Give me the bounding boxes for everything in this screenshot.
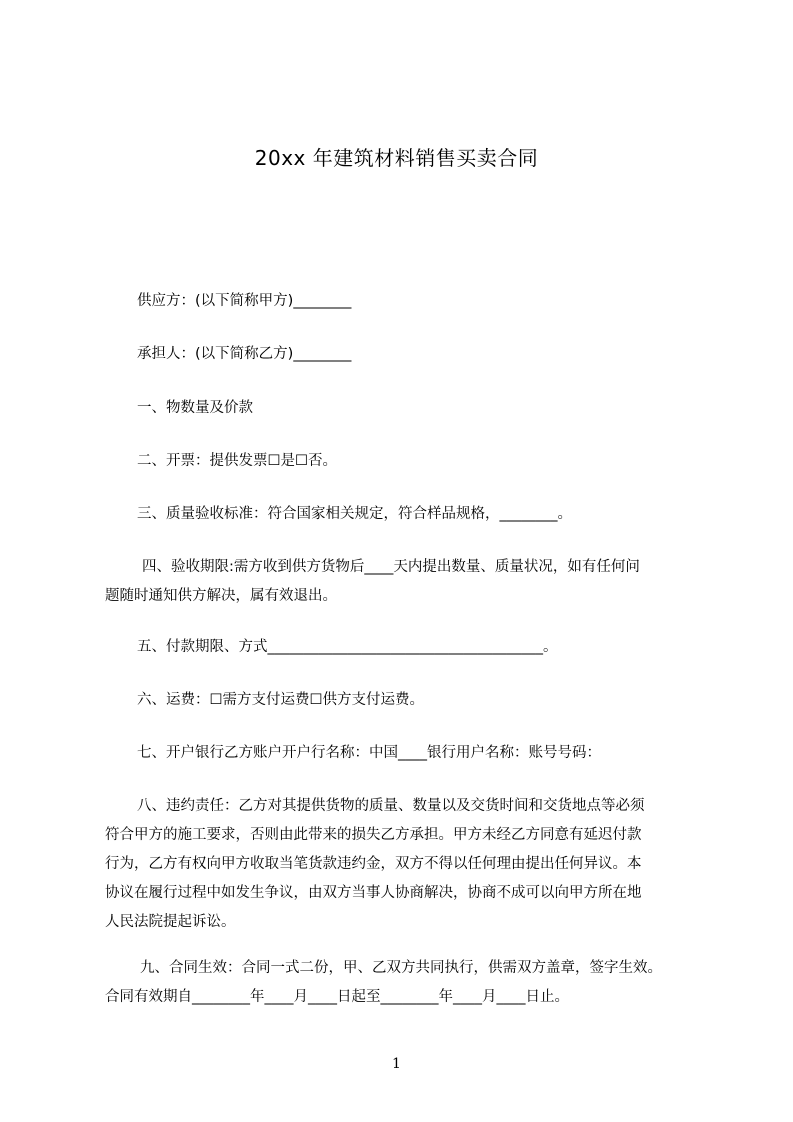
clause-2: 二、开票：提供发票☐是☐否。: [137, 453, 337, 469]
clause-8-line: 协议在履行过程中如发生争议，由双方当事人协商解决，协商不成可以向甲方所在地: [105, 885, 642, 901]
clause-8-line: 行为，乙方有权向甲方收取当笔货款违约金，双方不得以任何理由提出任何异议。本: [105, 856, 642, 872]
clause-9: [105, 954, 662, 1012]
clause-3: 三、质量验收标准：符合国家相关规定，符合样品规格，________。: [137, 506, 572, 522]
clause-8: [105, 792, 645, 937]
clause-4: [105, 553, 640, 611]
clause-4-line: 四、验收期限:需方收到供方货物后____天内提出数量、质量状况，如有任何问: [142, 559, 640, 575]
clause-4-line: 题随时通知供方解决，属有效退出。: [105, 588, 337, 604]
clause-5: 五、付款期限、方式______________________________________。: [137, 639, 558, 655]
document-title: 20xx 年建筑材料销售买卖合同: [254, 146, 539, 170]
clause-8-line: 人民法院提起诉讼。: [105, 914, 236, 930]
clause-7: 七、开户银行乙方账户开户行名称：中国____银行用户名称：账号号码：: [137, 745, 601, 761]
clause-1: 一、物数量及价款: [137, 400, 253, 416]
clause-8-line: 符合甲方的施工要求，否则由此带来的损失乙方承担。甲方未经乙方同意有延迟付款: [105, 827, 642, 843]
supplier-line: 供应方：(以下简称甲方)________: [137, 293, 352, 309]
clause-8-line: 八、违约责任：乙方对其提供货物的质量、数量以及交货时间和交货地点等必须: [137, 798, 645, 814]
clause-6: 六、运费：☐需方支付运费☐供方支付运费。: [137, 692, 424, 708]
clause-9-line: 九、合同生效：合同一式二份，甲、乙双方共同执行，供需双方盖章，签字生效。: [140, 960, 662, 976]
page-number: 1: [392, 1056, 401, 1072]
contractor-line: 承担人：(以下简称乙方)________: [137, 346, 352, 362]
clause-9-line: 合同有效期自________年____月____日起至________年____月____日止。: [105, 989, 569, 1005]
